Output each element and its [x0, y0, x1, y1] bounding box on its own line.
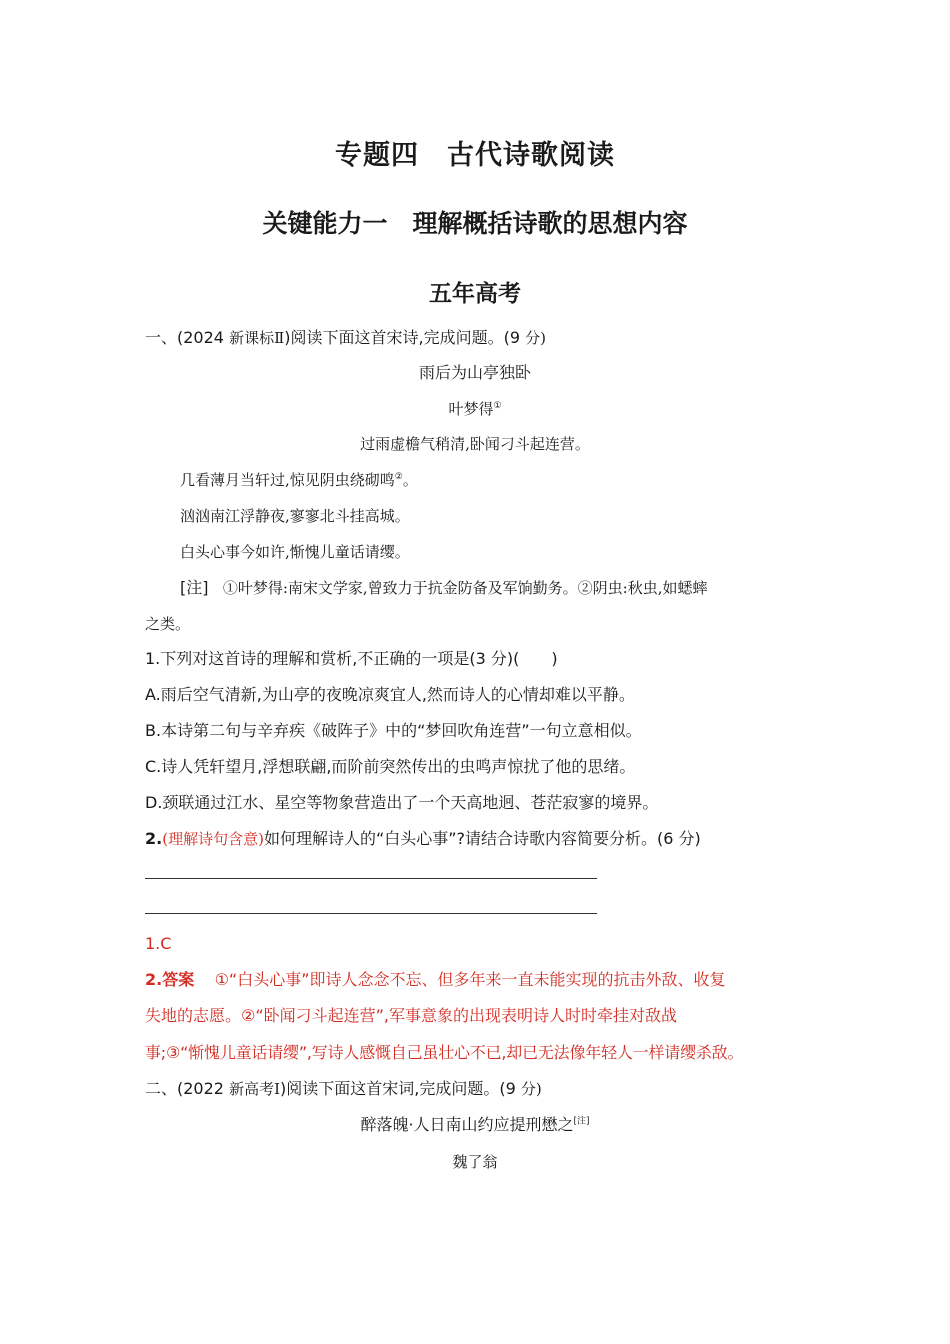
- poem-line: [180, 469, 418, 491]
- intro-prefix: 二、(2022: [145, 1079, 224, 1098]
- answer-blank-line[interactable]: [145, 913, 597, 914]
- question-1: 1.下列对这首诗的理解和赏析,不正确的一项是(3 分)( ): [145, 649, 558, 668]
- poem-author: [0, 398, 950, 420]
- intro-suffix: )阅读下面这首宋词,完成问题。(9: [280, 1079, 516, 1098]
- question-one-intro: [145, 327, 546, 349]
- footnote-mark: [注]: [573, 1116, 590, 1127]
- option-d: D.颈联通过江水、星空等物象营造出了一个天高地迥、苍茫寂寥的境界。: [145, 793, 659, 812]
- intro-source: 新课标Ⅱ: [229, 329, 285, 347]
- poem-author-2: 魏了翁: [452, 1153, 498, 1171]
- answer-2-line: 事;③“惭愧儿童话请缨”,写诗人感慨自己虽壮心不已,却已无法像年轻人一样请缨杀敌。: [145, 1043, 744, 1062]
- poem-note-continued: 之类。: [145, 615, 191, 633]
- footnote-mark: ②: [394, 472, 403, 482]
- poem-line: 白头心事今如许,惭愧儿童话请缨。: [180, 543, 410, 561]
- option-b: B.本诗第二句与辛弃疾《破阵子》中的“梦回吹角连营”一句立意相似。: [145, 721, 642, 740]
- answer-blank-line[interactable]: [145, 878, 597, 879]
- poem-title: 雨后为山亭独卧: [418, 363, 531, 382]
- answer-2-line: 失地的志愿。②“卧闻刁斗起连营”,军事意象的出现表明诗人时时牵挂对敌战: [145, 1006, 678, 1025]
- poem-note: [180, 577, 707, 599]
- option-c: C.诗人凭轩望月,浮想联翩,而阶前突然传出的虫鸣声惊扰了他的思绪。: [145, 757, 636, 776]
- note-label: [注]: [180, 578, 209, 597]
- question-2-text: 如何理解诗人的“白头心事”?请结合诗歌内容简要分析。(6 分): [263, 829, 701, 848]
- intro-unit: 分): [520, 1080, 542, 1098]
- poem-author-name: 叶梦得: [448, 400, 494, 418]
- intro-source: 新高考Ⅰ: [229, 1080, 280, 1098]
- note-text: ①叶梦得:南宋文学家,曾致力于抗金防备及军饷勤务。②阴虫:秋虫,如蟋蟀: [222, 579, 708, 597]
- answer-1: 1.C: [145, 934, 172, 953]
- answer-2-line: ①“白头心事”即诗人念念不忘、但多年来一直未能实现的抗击外敌、收复: [214, 970, 726, 989]
- question-2-tag: (理解诗句含意): [162, 830, 264, 848]
- intro-unit: 分): [525, 329, 546, 347]
- option-a: A.雨后空气清新,为山亭的夜晚凉爽宜人,然而诗人的心情却难以平静。: [145, 685, 635, 704]
- footnote-mark: ①: [493, 401, 502, 411]
- question-2: [145, 828, 701, 850]
- section-title: 五年高考: [429, 281, 521, 307]
- poem-line-end: 。: [402, 471, 418, 489]
- question-2-number: 2.: [145, 829, 163, 848]
- poem-line-text: 几看薄月当轩过,惊见阴虫绕砌鸣: [180, 471, 395, 489]
- intro-prefix: 一、(2024: [145, 328, 224, 347]
- answer-2-label: 2.答案: [145, 970, 195, 989]
- poem-title-2-text: 醉落魄·人日南山约应提刑懋之: [360, 1115, 574, 1134]
- answer-2: [145, 969, 726, 991]
- poem-title-2: [0, 1114, 950, 1136]
- poem-line: 过雨虚檐气稍清,卧闻刁斗起连营。: [360, 435, 590, 453]
- ability-title: 关键能力一 理解概括诗歌的思想内容: [262, 209, 688, 238]
- topic-title: 专题四 古代诗歌阅读: [335, 140, 615, 171]
- poem-line: 汹汹南江浮静夜,寥寥北斗挂高城。: [180, 507, 410, 525]
- intro-suffix: )阅读下面这首宋诗,完成问题。(9: [284, 328, 521, 347]
- question-two-intro: [145, 1078, 542, 1100]
